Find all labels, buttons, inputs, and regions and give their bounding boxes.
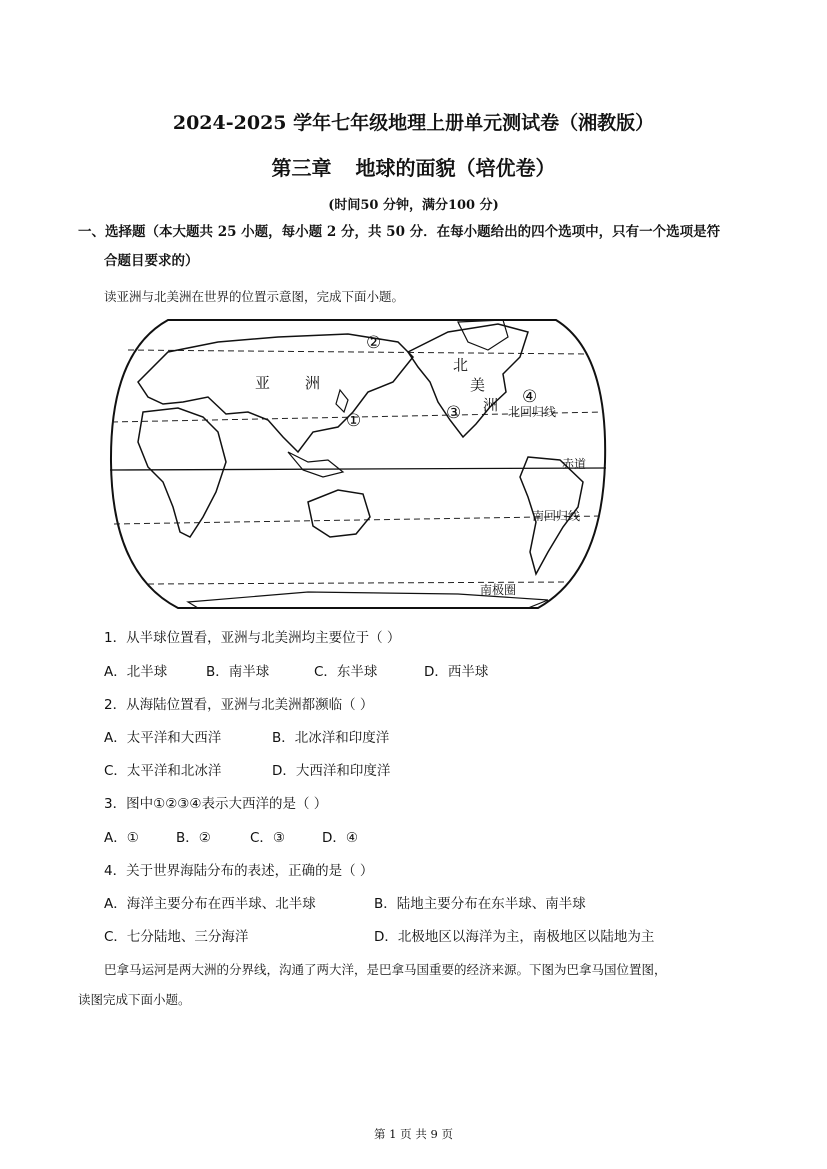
q4-option-a[interactable]: A．海洋主要分布在西半球、北半球 bbox=[104, 896, 316, 912]
map-label-asia-2: 洲 bbox=[305, 374, 321, 392]
page-title: 2024-2025 学年七年级地理上册单元测试卷（湘教版） bbox=[172, 112, 655, 134]
section-heading-cont: 合题目要求的） bbox=[104, 253, 199, 269]
q2-option-c[interactable]: C．太平洋和北冰洋 bbox=[104, 763, 222, 779]
q3-option-a[interactable]: A．① bbox=[104, 830, 139, 846]
q1-option-c[interactable]: C．东半球 bbox=[314, 664, 378, 680]
map-frame bbox=[111, 320, 605, 608]
exam-meta: (时间50 分钟，满分100 分) bbox=[328, 198, 499, 213]
q2-option-d[interactable]: D．大西洋和印度洋 bbox=[272, 763, 391, 779]
map-label-na-2: 美 bbox=[470, 376, 486, 394]
q3-option-c[interactable]: C．③ bbox=[250, 830, 286, 846]
q3-option-b[interactable]: B．② bbox=[176, 830, 211, 846]
q1-option-d[interactable]: D．西半球 bbox=[424, 664, 489, 680]
chapter-number: 第三章 bbox=[271, 156, 332, 180]
map-intro: 读亚洲与北美洲在世界的位置示意图，完成下面小题。 bbox=[104, 289, 405, 304]
page-footer: 第 1 页 共 9 页 bbox=[374, 1127, 453, 1141]
label-tropic-south: 南回归线 bbox=[532, 509, 581, 523]
ocean-marker-4: ④ bbox=[522, 387, 538, 407]
section-heading: 一、选择题（本大题共 25 小题，每小题 2 分，共 50 分．在每小题给出的四个选项中，只有一个选项是符 bbox=[78, 224, 721, 240]
question-2: 2．从海陆位置看，亚洲与北美洲都濒临（ ） bbox=[104, 697, 374, 713]
label-antarctic-circle: 南极圈 bbox=[480, 583, 517, 597]
q4-option-b[interactable]: B．陆地主要分布在东半球、南半球 bbox=[374, 896, 586, 912]
question-3: 3．图中①②③④表示大西洋的是（ ） bbox=[104, 796, 328, 812]
q2-option-b[interactable]: B．北冰洋和印度洋 bbox=[272, 730, 390, 746]
ocean-marker-3: ③ bbox=[446, 403, 462, 423]
map-label-asia-1: 亚 bbox=[255, 374, 271, 392]
label-tropic-north: 北回归线 bbox=[508, 405, 557, 419]
q2-option-a[interactable]: A．太平洋和大西洋 bbox=[104, 730, 222, 746]
q4-option-c[interactable]: C．七分陆地、三分海洋 bbox=[104, 929, 249, 945]
q1-option-a[interactable]: A．北半球 bbox=[104, 664, 168, 680]
panama-intro-line2: 读图完成下面小题。 bbox=[78, 992, 191, 1007]
world-map bbox=[108, 312, 608, 612]
q4-option-d[interactable]: D．北极地区以海洋为主，南极地区以陆地为主 bbox=[374, 929, 655, 945]
q3-option-d[interactable]: D．④ bbox=[322, 830, 358, 846]
q1-option-b[interactable]: B．南半球 bbox=[206, 664, 270, 680]
ocean-marker-2: ② bbox=[366, 333, 382, 353]
label-equator: 赤道 bbox=[562, 457, 587, 471]
ocean-marker-1: ① bbox=[346, 411, 362, 431]
chapter-heading bbox=[0, 152, 827, 181]
question-1: 1．从半球位置看，亚洲与北美洲均主要位于（ ） bbox=[104, 630, 401, 646]
chapter-title: 地球的面貌（培优卷） bbox=[355, 156, 556, 180]
map-label-na-3: 洲 bbox=[483, 396, 499, 414]
panama-intro-line1: 巴拿马运河是两大洲的分界线，沟通了两大洋，是巴拿马国重要的经济来源。下图为巴拿马国位置图， bbox=[104, 962, 667, 977]
question-4: 4．关于世界海陆分布的表述，正确的是（ ） bbox=[104, 863, 374, 879]
map-label-na-1: 北 bbox=[453, 356, 469, 374]
